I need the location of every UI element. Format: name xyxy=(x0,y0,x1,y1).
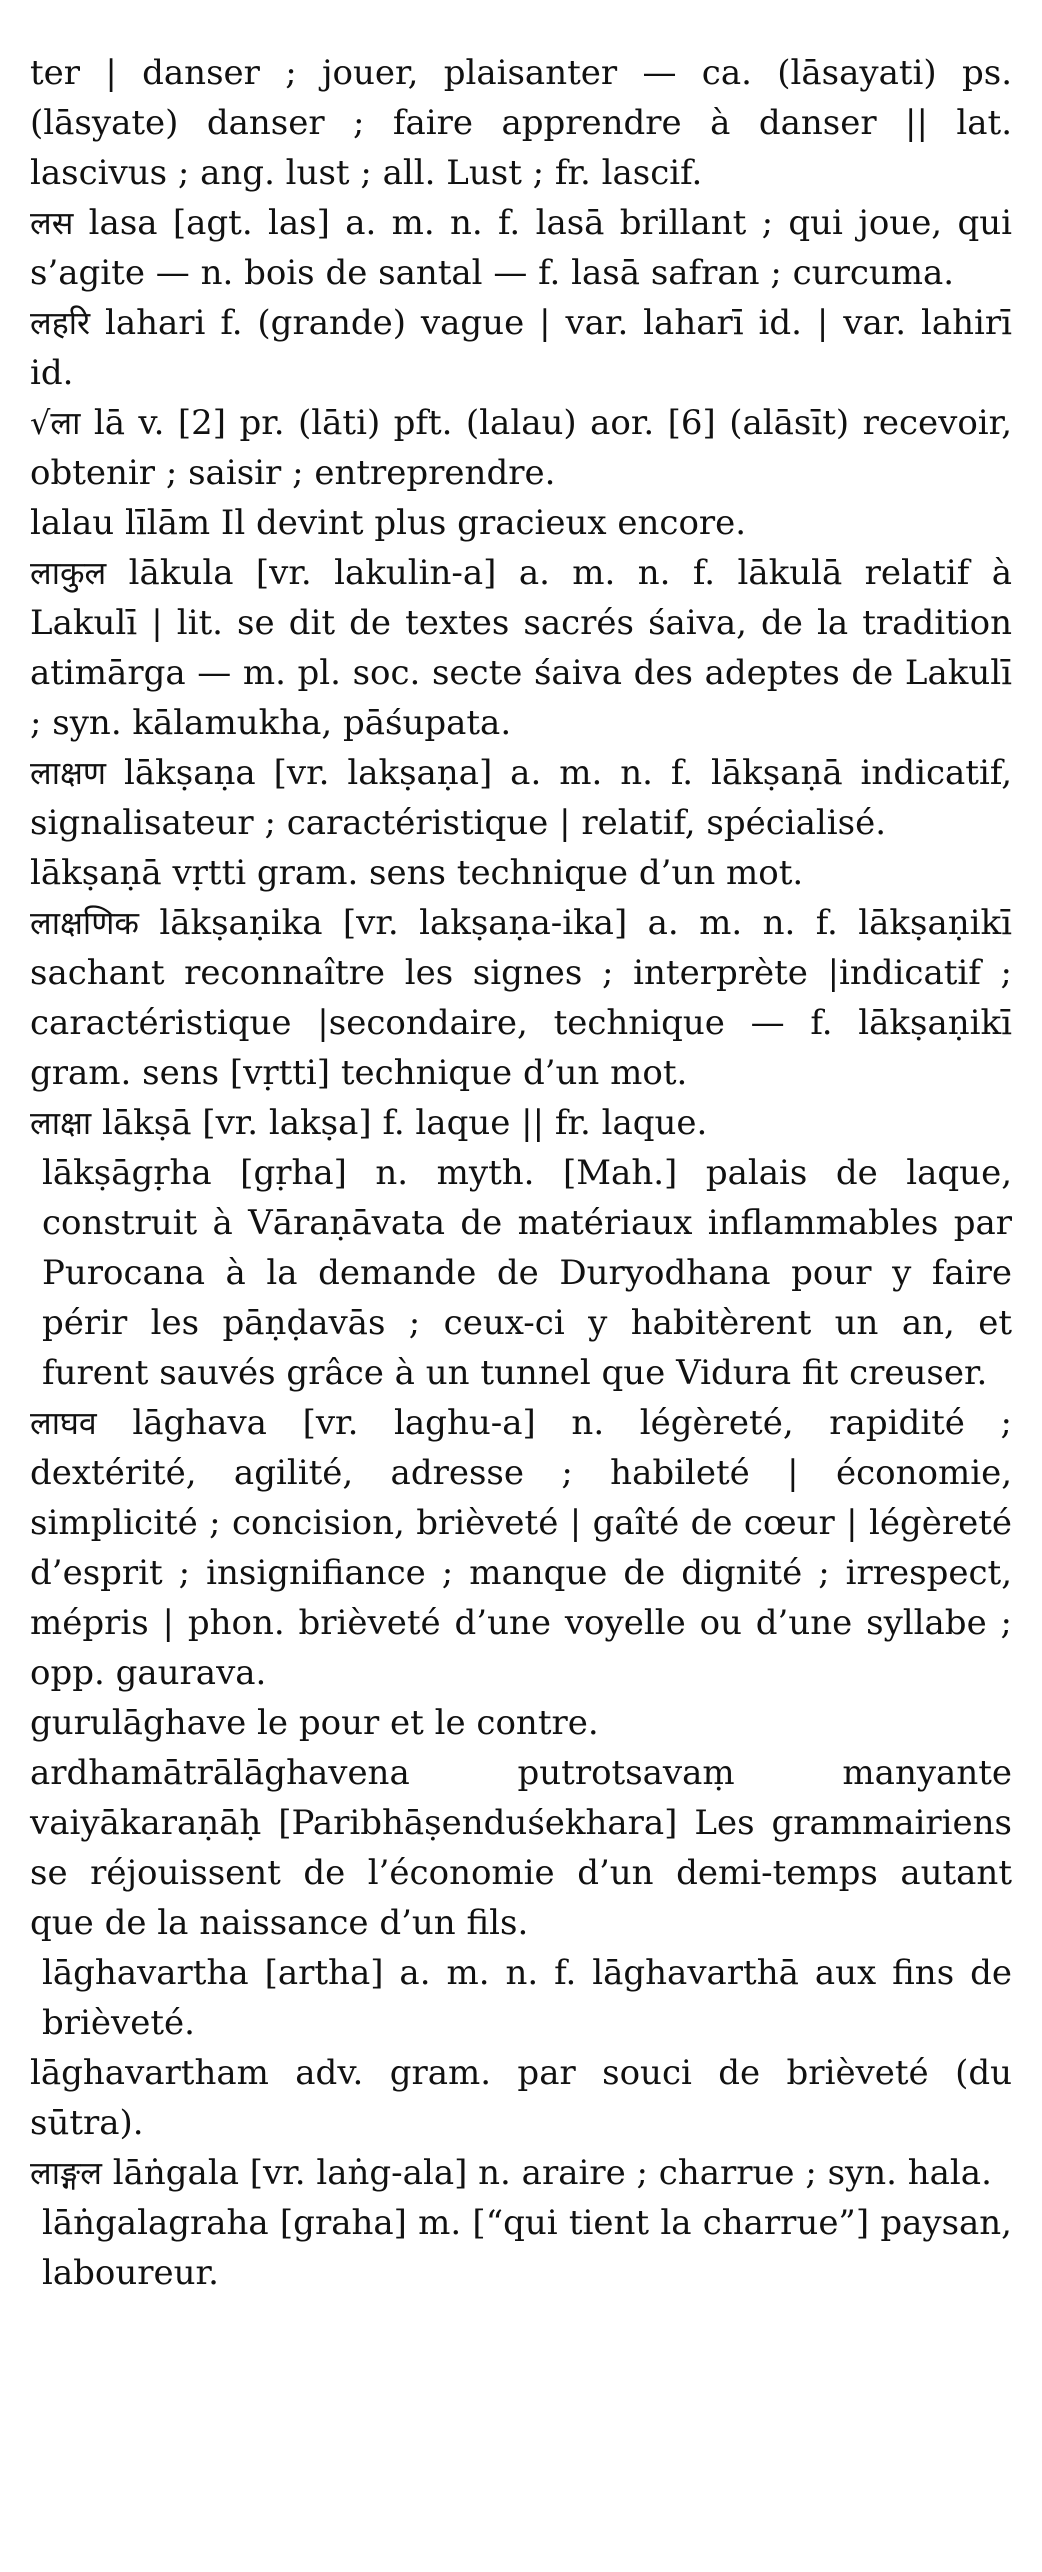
entry-text: lākṣāgṛha [gṛha] n. myth. [Mah.] palais de laque, construit à Vāraṇāvata de matériaux inflammables par Purocana à la demande de Duryodhana pour y faire périr les pāṇḍavās ; ceux-ci y habitèrent un an, et furent sauvés grâce à un tunnel que Vidura fit creuser. xyxy=(42,1153,1012,1393)
entry-text: lāghavartha [artha] a. m. n. f. lāghavarthā aux fins de brièveté. xyxy=(42,1953,1012,2043)
devanagari-headword: लस xyxy=(30,204,74,242)
entry-text: lākṣaṇā vṛtti gram. sens technique d’un mot. xyxy=(30,853,804,893)
entry-text: ardhamātrālāghavena putrotsavaṃ manyante vaiyākaraṇāḥ [Paribhāṣenduśekhara] Les grammairiens se réjouissent de l’économie d’un demi-temps autant que de la naissance d’un fils. xyxy=(30,1753,1012,1943)
entry-text: lalau līlām Il devint plus gracieux encore. xyxy=(30,503,747,543)
devanagari-headword: लाक्षण xyxy=(30,754,107,792)
entry-continuation xyxy=(30,48,1012,198)
entry-example-lalau xyxy=(30,498,1012,548)
entry-laksa xyxy=(30,1098,1012,1148)
entry-text: lākula [vr. lakulin-a] a. m. n. f. lākulā relatif à Lakulī | lit. se dit de textes sacrés śaiva, de la tradition atimārga — m. pl. soc. secte śaiva des adeptes de Lakulī ; syn. kālamukha, pāśupata. xyxy=(30,553,1012,743)
entry-laksanika xyxy=(30,898,1012,1098)
entry-langalagraha xyxy=(42,2198,1012,2298)
entry-lakula xyxy=(30,548,1012,748)
entry-laghavartha xyxy=(42,1948,1012,2048)
entry-text: lasa [agt. las] a. m. n. f. lasā brillant ; qui joue, qui s’agite — n. bois de santal — f. lasā safran ; curcuma. xyxy=(30,203,1012,293)
entry-text: lāghavartham adv. gram. par souci de brièveté (du sūtra). xyxy=(30,2053,1012,2143)
entry-laghava xyxy=(30,1398,1012,1698)
entry-example-laksana-vrtti xyxy=(30,848,1012,898)
entry-text: ter | danser ; jouer, plaisanter — ca. (lāsayati) ps. (lāsyate) danser ; faire apprendre à danser || lat. lascivus ; ang. lust ; all. Lust ; fr. lascif. xyxy=(30,53,1012,193)
entry-laksana xyxy=(30,748,1012,848)
devanagari-headword: √ला xyxy=(30,404,81,442)
entry-text: lāghava [vr. laghu-a] n. légèreté, rapidité ; dextérité, agilité, adresse ; habileté | économie, simplicité ; concision, brièveté | gaîté de cœur | légèreté d’esprit ; insignifiance ; manque de dignité ; irrespect, mépris | phon. brièveté d’une voyelle ou d’une syllabe ; opp. gaurava. xyxy=(30,1403,1012,1693)
entry-text: lākṣaṇa [vr. lakṣaṇa] a. m. n. f. lākṣaṇā indicatif, signalisateur ; caractéristique | relatif, spécialisé. xyxy=(30,753,1012,843)
entry-text: lākṣā [vr. lakṣa] f. laque || fr. laque. xyxy=(91,1103,708,1143)
devanagari-headword: लाङ्गल xyxy=(30,2154,102,2192)
entry-langala xyxy=(30,2148,1012,2198)
entry-la-root xyxy=(30,398,1012,498)
entry-laksagrha xyxy=(42,1148,1012,1398)
entry-lahari xyxy=(30,298,1012,398)
devanagari-headword: लाक्षा xyxy=(30,1104,92,1142)
devanagari-headword: लाकुल xyxy=(30,554,107,592)
devanagari-headword: लाक्षणिक xyxy=(30,904,139,942)
entry-text: lāṅgala [vr. laṅg-ala] n. araire ; charrue ; syn. hala. xyxy=(101,2153,992,2193)
entry-example-gurulaghave xyxy=(30,1698,1012,1748)
entry-text: lahari f. (grande) vague | var. laharī id. | var. lahirī id. xyxy=(30,303,1012,393)
entry-example-quotation xyxy=(30,1748,1012,1948)
entry-text: lā v. [2] pr. (lāti) pft. (lalau) aor. [6] (alāsīt) recevoir, obtenir ; saisir ; entreprendre. xyxy=(30,403,1012,493)
entry-text: lāṅgalagraha [graha] m. [“qui tient la charrue”] paysan, laboureur. xyxy=(42,2203,1012,2293)
entry-laghavartham xyxy=(30,2048,1012,2148)
entry-text: lākṣaṇika [vr. lakṣaṇa-ika] a. m. n. f. lākṣaṇikī sachant reconnaître les signes ; interprète |indicatif ; caractéristique |secondaire, technique — f. lākṣaṇikī gram. sens [vṛtti] technique d’un mot. xyxy=(30,903,1012,1093)
devanagari-headword: लहरि xyxy=(30,304,91,342)
devanagari-headword: लाघव xyxy=(30,1404,97,1442)
entry-text: gurulāghave le pour et le contre. xyxy=(30,1703,599,1743)
entry-lasa xyxy=(30,198,1012,298)
